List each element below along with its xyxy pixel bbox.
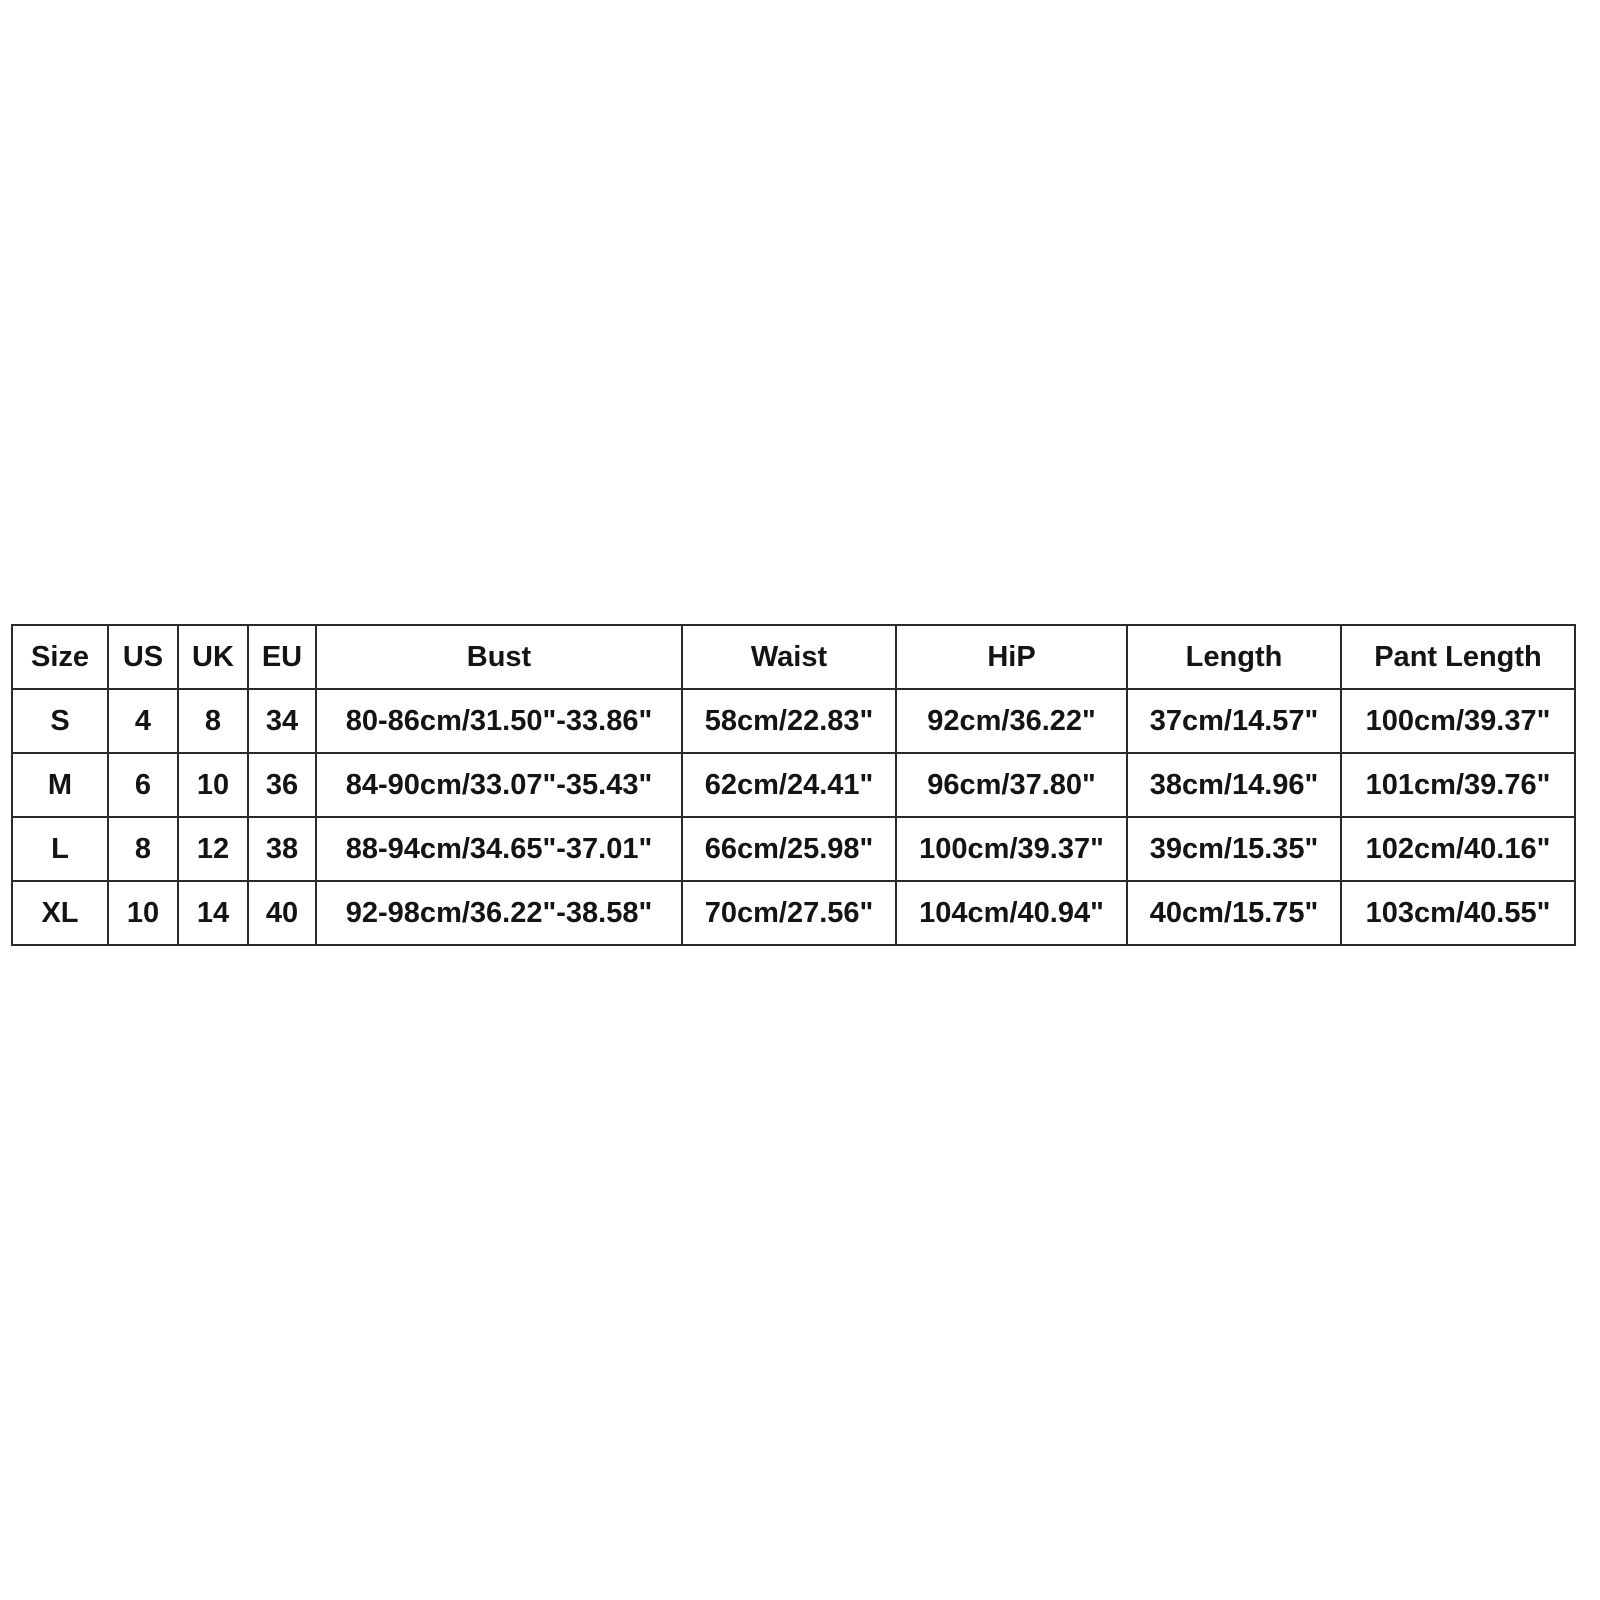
cell-hip: 92cm/36.22" [896,689,1127,753]
cell-length: 38cm/14.96" [1127,753,1341,817]
cell-bust: 80-86cm/31.50"-33.86" [316,689,682,753]
cell-pant-length: 103cm/40.55" [1341,881,1575,945]
table-row [12,753,1575,817]
header-waist: Waist [682,625,896,689]
cell-uk: 8 [178,689,248,753]
cell-uk: 14 [178,881,248,945]
cell-size: M [12,753,108,817]
cell-size: S [12,689,108,753]
table-row [12,817,1575,881]
cell-eu: 36 [248,753,316,817]
header-hip: HiP [896,625,1127,689]
cell-us: 4 [108,689,178,753]
cell-size: XL [12,881,108,945]
cell-us: 8 [108,817,178,881]
cell-waist: 66cm/25.98" [682,817,896,881]
header-eu: EU [248,625,316,689]
cell-us: 6 [108,753,178,817]
cell-bust: 84-90cm/33.07"-35.43" [316,753,682,817]
cell-pant-length: 102cm/40.16" [1341,817,1575,881]
cell-pant-length: 100cm/39.37" [1341,689,1575,753]
cell-eu: 34 [248,689,316,753]
table-header-row [12,625,1575,689]
cell-bust: 88-94cm/34.65"-37.01" [316,817,682,881]
header-us: US [108,625,178,689]
cell-us: 10 [108,881,178,945]
cell-waist: 62cm/24.41" [682,753,896,817]
cell-eu: 38 [248,817,316,881]
cell-length: 37cm/14.57" [1127,689,1341,753]
cell-length: 40cm/15.75" [1127,881,1341,945]
cell-pant-length: 101cm/39.76" [1341,753,1575,817]
cell-hip: 100cm/39.37" [896,817,1127,881]
table-row [12,881,1575,945]
cell-size: L [12,817,108,881]
cell-hip: 96cm/37.80" [896,753,1127,817]
header-uk: UK [178,625,248,689]
table-row [12,689,1575,753]
header-pant-length: Pant Length [1341,625,1575,689]
cell-waist: 58cm/22.83" [682,689,896,753]
cell-eu: 40 [248,881,316,945]
header-bust: Bust [316,625,682,689]
cell-uk: 12 [178,817,248,881]
cell-waist: 70cm/27.56" [682,881,896,945]
cell-uk: 10 [178,753,248,817]
header-size: Size [12,625,108,689]
header-length: Length [1127,625,1341,689]
cell-length: 39cm/15.35" [1127,817,1341,881]
cell-bust: 92-98cm/36.22"-38.58" [316,881,682,945]
size-chart-table [11,624,1576,946]
cell-hip: 104cm/40.94" [896,881,1127,945]
